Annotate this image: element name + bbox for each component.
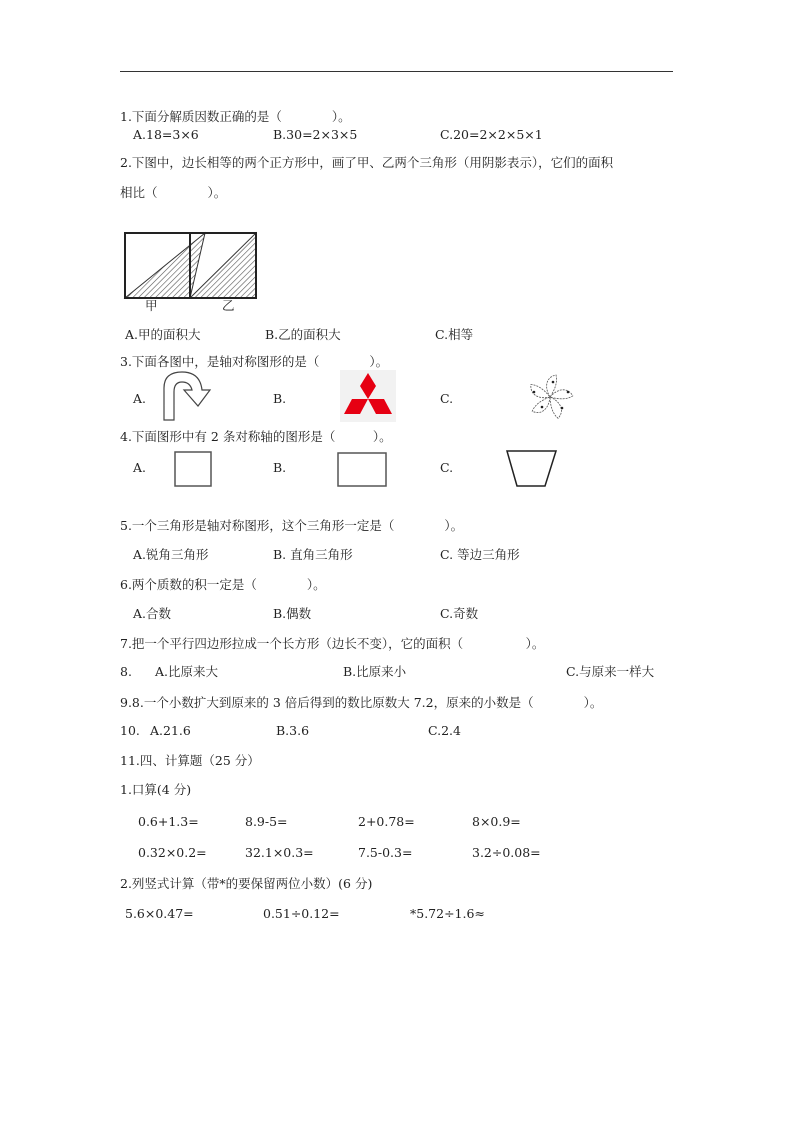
q5-option-a: A.锐角三角形 bbox=[133, 547, 209, 562]
q3-option-b: B. bbox=[273, 391, 287, 406]
q4-option-a: A. bbox=[133, 460, 147, 475]
q5-option-c: C. 等边三角形 bbox=[440, 547, 520, 562]
q8-number: 8. bbox=[120, 664, 132, 679]
oral-item: 2+0.78= bbox=[358, 814, 415, 829]
q3-text: 3.下面各图中，是轴对称图形的是（ ）。 bbox=[120, 354, 389, 369]
q5-option-b: B. 直角三角形 bbox=[273, 547, 353, 562]
oral-item: 3.2÷0.08= bbox=[472, 845, 541, 860]
vertical-item: 5.6×0.47= bbox=[125, 906, 194, 921]
q2-text-cont: 相比（ ）。 bbox=[120, 185, 227, 200]
oral-item: 7.5-0.3= bbox=[358, 845, 413, 860]
q3-option-c: C. bbox=[440, 391, 454, 406]
rectangle-shape bbox=[338, 453, 386, 486]
oral-item: 32.1×0.3= bbox=[245, 845, 314, 860]
oral-item: 8.9-5= bbox=[245, 814, 288, 829]
q2-option-c: C.相等 bbox=[435, 327, 474, 342]
q8-option-a: A.比原来大 bbox=[155, 664, 219, 679]
q4-option-c: C. bbox=[440, 460, 454, 475]
label-jia: 甲 bbox=[145, 298, 158, 313]
q1-option-c: C.20=2×2×5×1 bbox=[440, 127, 543, 142]
oral-item: 0.6+1.3= bbox=[138, 814, 199, 829]
q5-text: 5.一个三角形是轴对称图形，这个三角形一定是（ ）。 bbox=[120, 518, 464, 533]
section-heading: 11.四、计算题（25 分） bbox=[120, 753, 260, 768]
vertical-title: 2.列竖式计算（带*的要保留两位小数）(6 分) bbox=[120, 876, 373, 891]
q4-text: 4.下面图形中有 2 条对称轴的图形是（ ）。 bbox=[120, 429, 392, 444]
q8-option-c: C.与原来一样大 bbox=[566, 664, 655, 679]
q8-option-b: B.比原来小 bbox=[343, 664, 407, 679]
oral-item: 0.32×0.2= bbox=[138, 845, 207, 860]
q3-option-a: A. bbox=[133, 391, 147, 406]
q7-text: 7.把一个平行四边形拉成一个长方形（边长不变），它的面积（ ）。 bbox=[120, 636, 545, 651]
oral-title: 1.口算(4 分) bbox=[120, 782, 192, 797]
q6-option-c: C.奇数 bbox=[440, 606, 479, 621]
trapezoid-shape bbox=[507, 451, 556, 486]
q2-option-a: A.甲的面积大 bbox=[125, 327, 201, 342]
q10-option-b: B.3.6 bbox=[276, 723, 310, 738]
oral-item: 8×0.9= bbox=[472, 814, 521, 829]
q6-text: 6.两个质数的积一定是（ ）。 bbox=[120, 577, 326, 592]
q10-option-a: A.21.6 bbox=[150, 723, 191, 738]
q1-option-b: B.30=2×3×5 bbox=[273, 127, 358, 142]
q2-option-b: B.乙的面积大 bbox=[265, 327, 341, 342]
vertical-item: *5.72÷1.6≈ bbox=[410, 906, 485, 921]
q2-text: 2.下图中，边长相等的两个正方形中，画了甲、乙两个三角形（用阴影表示），它们的面积 bbox=[120, 155, 614, 170]
q1-text: 1.下面分解质因数正确的是（ ）。 bbox=[120, 109, 351, 124]
q1-option-a: A.18=3×6 bbox=[133, 127, 199, 142]
label-yi: 乙 bbox=[222, 298, 235, 313]
q6-option-a: A.合数 bbox=[133, 606, 172, 621]
square-shape bbox=[175, 452, 211, 486]
vertical-item: 0.51÷0.12= bbox=[263, 906, 340, 921]
q9-text: 9.8.一个小数扩大到原来的 3 倍后得到的数比原数大 7.2，原来的小数是（ ）。 bbox=[120, 695, 603, 710]
q10-option-c: C.2.4 bbox=[428, 723, 461, 738]
q4-option-b: B. bbox=[273, 460, 287, 475]
q10-number: 10. bbox=[120, 723, 140, 738]
q6-option-b: B.偶数 bbox=[273, 606, 312, 621]
